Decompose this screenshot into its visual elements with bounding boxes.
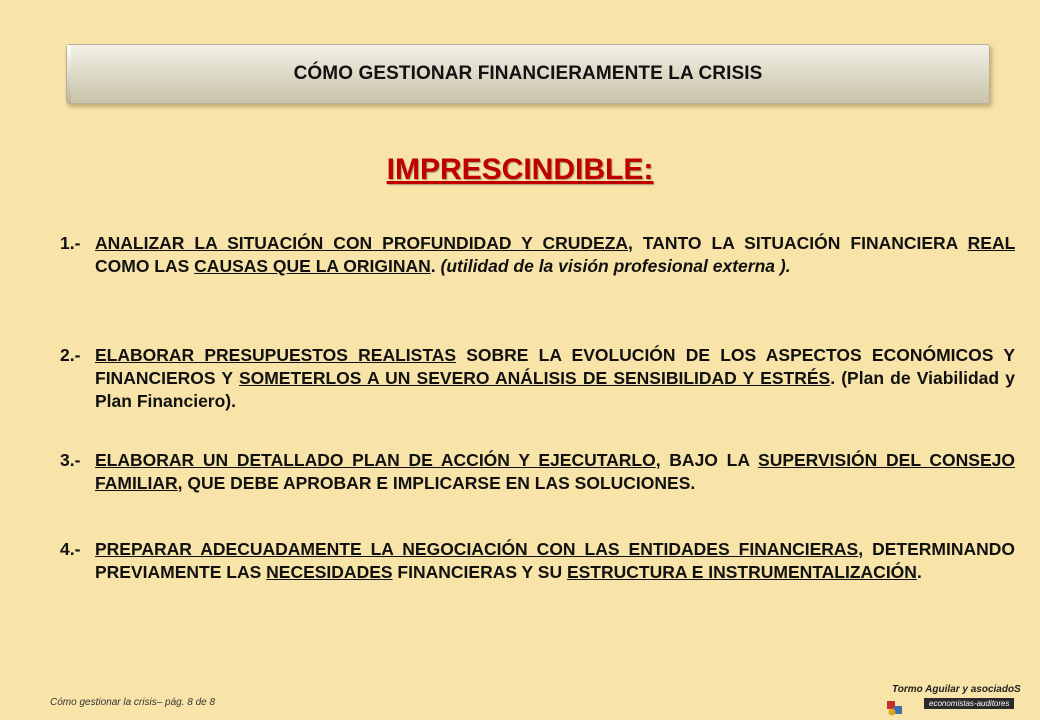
item-text (95, 233, 1015, 276)
item-text (95, 539, 1015, 582)
underlined-phrase: ELABORAR UN DETALLADO PLAN DE ACCIÓN Y EJECUTARLO (95, 450, 656, 470)
logo-emblem-icon (886, 697, 904, 717)
text-segment: , QUE DEBE APROBAR E IMPLICARSE EN LAS SOLUCIONES. (177, 473, 696, 493)
text-segment: COMO LAS (95, 256, 195, 276)
underlined-phrase: SUPERVISIÓN DEL CONSEJO FAMILIAR (95, 450, 1015, 493)
item-number: 1.- (60, 233, 81, 253)
text-segment: . (Plan de Viabilidad y Plan Financiero). (95, 368, 1016, 411)
item-text (95, 450, 1015, 493)
text-segment: , BAJO LA (655, 450, 759, 470)
list-item (60, 449, 1015, 495)
underlined-phrase: ANALIZAR LA SITUACIÓN CON PROFUNDIDAD Y CRUDEZA (95, 233, 629, 253)
page-title: CÓMO GESTIONAR FINANCIERAMENTE LA CRISIS (293, 63, 763, 84)
text-segment: , TANTO LA SITUACIÓN FINANCIERA (628, 233, 968, 253)
page-footer: Cómo gestionar la crisis– pág. 8 de 8 (50, 697, 216, 708)
section-heading: IMPRESCINDIBLE: (386, 153, 654, 186)
underlined-phrase: REAL (967, 233, 1015, 253)
italic-note: (utilidad de la visión profesional externa ). (440, 256, 791, 276)
text-segment: SOBRE LA EVOLUCIÓN DE LOS ASPECTOS ECONÓMICOS Y FINANCIEROS Y (95, 345, 1015, 388)
list-item (60, 232, 1015, 278)
title-banner (66, 44, 990, 104)
text-segment: . (430, 256, 441, 276)
item-number: 2.- (60, 345, 81, 365)
logo-name: Tormo Aguilar y asociadoS (892, 684, 1021, 695)
list-item (60, 538, 1015, 584)
item-number: 3.- (60, 450, 81, 470)
logo-tagline: economistas-auditores (924, 698, 1014, 709)
item-text (95, 345, 1015, 411)
text-segment: , DETERMINANDO PREVIAMENTE LAS (95, 539, 1015, 582)
text-segment: FINANCIERAS Y SU (392, 562, 567, 582)
underlined-phrase: CAUSAS QUE LA ORIGINAN (194, 256, 431, 276)
underlined-phrase: ESTRUCTURA E INSTRUMENTALIZACIÓN (566, 562, 917, 582)
underlined-phrase: PREPARAR ADECUADAMENTE LA NEGOCIACIÓN CON LAS ENTIDADES FINANCIERAS (95, 539, 859, 559)
item-number: 4.- (60, 539, 81, 559)
underlined-phrase: SOMETERLOS A UN SEVERO ANÁLISIS DE SENSIBILIDAD Y ESTRÉS (238, 368, 831, 388)
underlined-phrase: ELABORAR PRESUPUESTOS REALISTAS (95, 345, 457, 365)
list-item (60, 344, 1015, 413)
text-segment: . (916, 562, 922, 582)
company-logo (886, 684, 1036, 718)
underlined-phrase: NECESIDADES (266, 562, 393, 582)
